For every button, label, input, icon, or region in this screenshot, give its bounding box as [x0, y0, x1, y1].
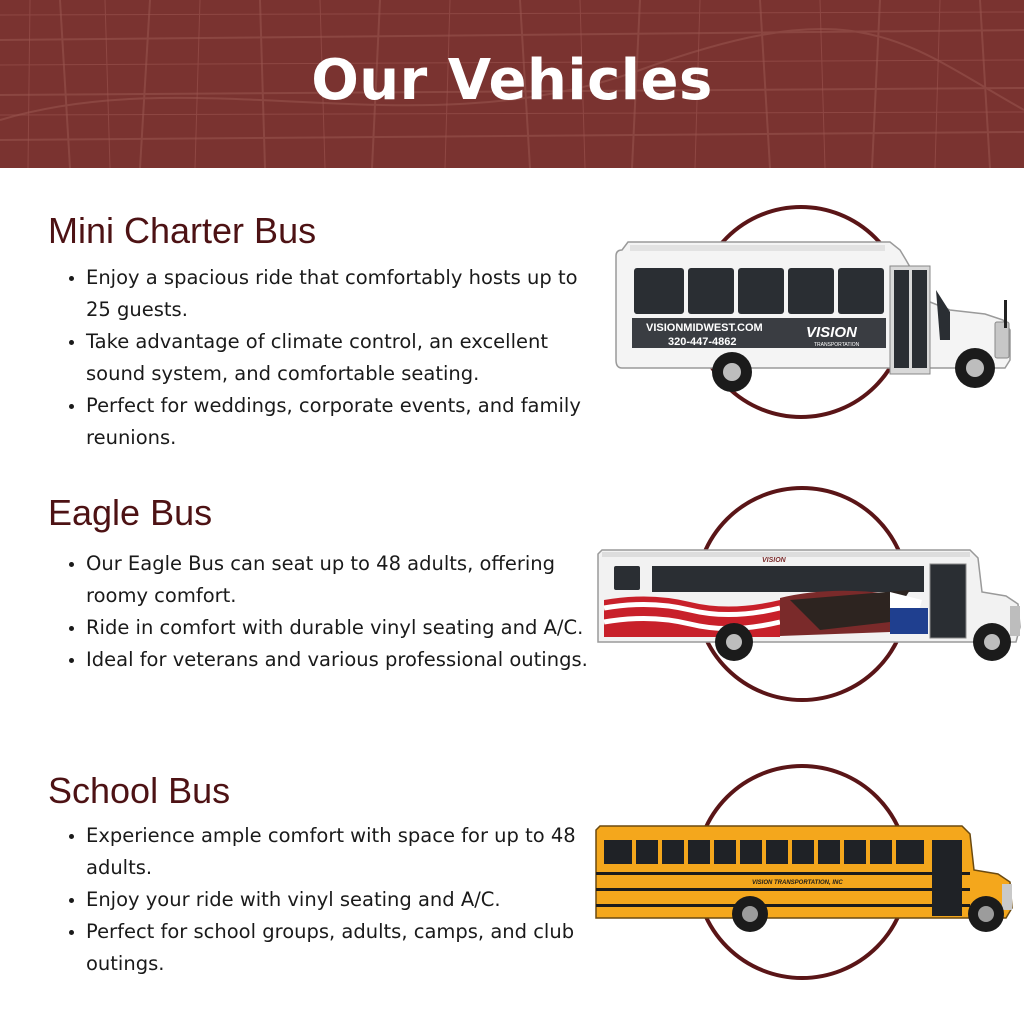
feature-item: • Perfect for weddings, corporate events, and family reunions. [86, 390, 596, 454]
feature-list [62, 820, 596, 980]
feature-item: • Our Eagle Bus can seat up to 48 adults, offering roomy comfort. [86, 548, 596, 612]
eagle-bus-image [590, 482, 1024, 712]
feature-item: • Ideal for veterans and various professional outings. [86, 644, 596, 676]
vehicle-title: Mini Charter Bus [48, 210, 317, 251]
feature-item: • Experience ample comfort with space for up to 48 adults. [86, 820, 596, 884]
feature-item: • Enjoy your ride with vinyl seating and A/C. [86, 884, 596, 916]
mini-charter-bus-image [600, 200, 1024, 430]
bus-decal-brand-sub: TRANSPORTATION [814, 342, 860, 348]
bus-decal-website: VISIONMIDWEST.COM [646, 322, 763, 334]
bus-decal-brand: VISION [762, 557, 786, 564]
bus-decal-phone: 320-447-4862 [668, 336, 737, 348]
vehicle-title: School Bus [48, 770, 231, 811]
feature-item: • Enjoy a spacious ride that comfortably hosts up to 25 guests. [86, 262, 596, 326]
bus-decal-brand: VISION TRANSPORTATION, INC [752, 880, 843, 886]
school-bus-image [590, 760, 1024, 990]
bus-decal-brand: VISION [806, 324, 857, 341]
page-title: Our Vehicles [311, 48, 713, 113]
feature-list [62, 262, 596, 454]
vehicle-section-mini-charter [0, 200, 1024, 470]
vehicle-title: Eagle Bus [48, 492, 213, 533]
feature-list [62, 548, 596, 676]
vehicle-section-school [0, 760, 1024, 1009]
feature-item: • Ride in comfort with durable vinyl seating and A/C. [86, 612, 596, 644]
header-banner [0, 0, 1024, 168]
vehicle-section-eagle [0, 482, 1024, 752]
feature-item: • Take advantage of climate control, an excellent sound system, and comfortable seating. [86, 326, 596, 390]
feature-item: • Perfect for school groups, adults, camps, and club outings. [86, 916, 596, 980]
